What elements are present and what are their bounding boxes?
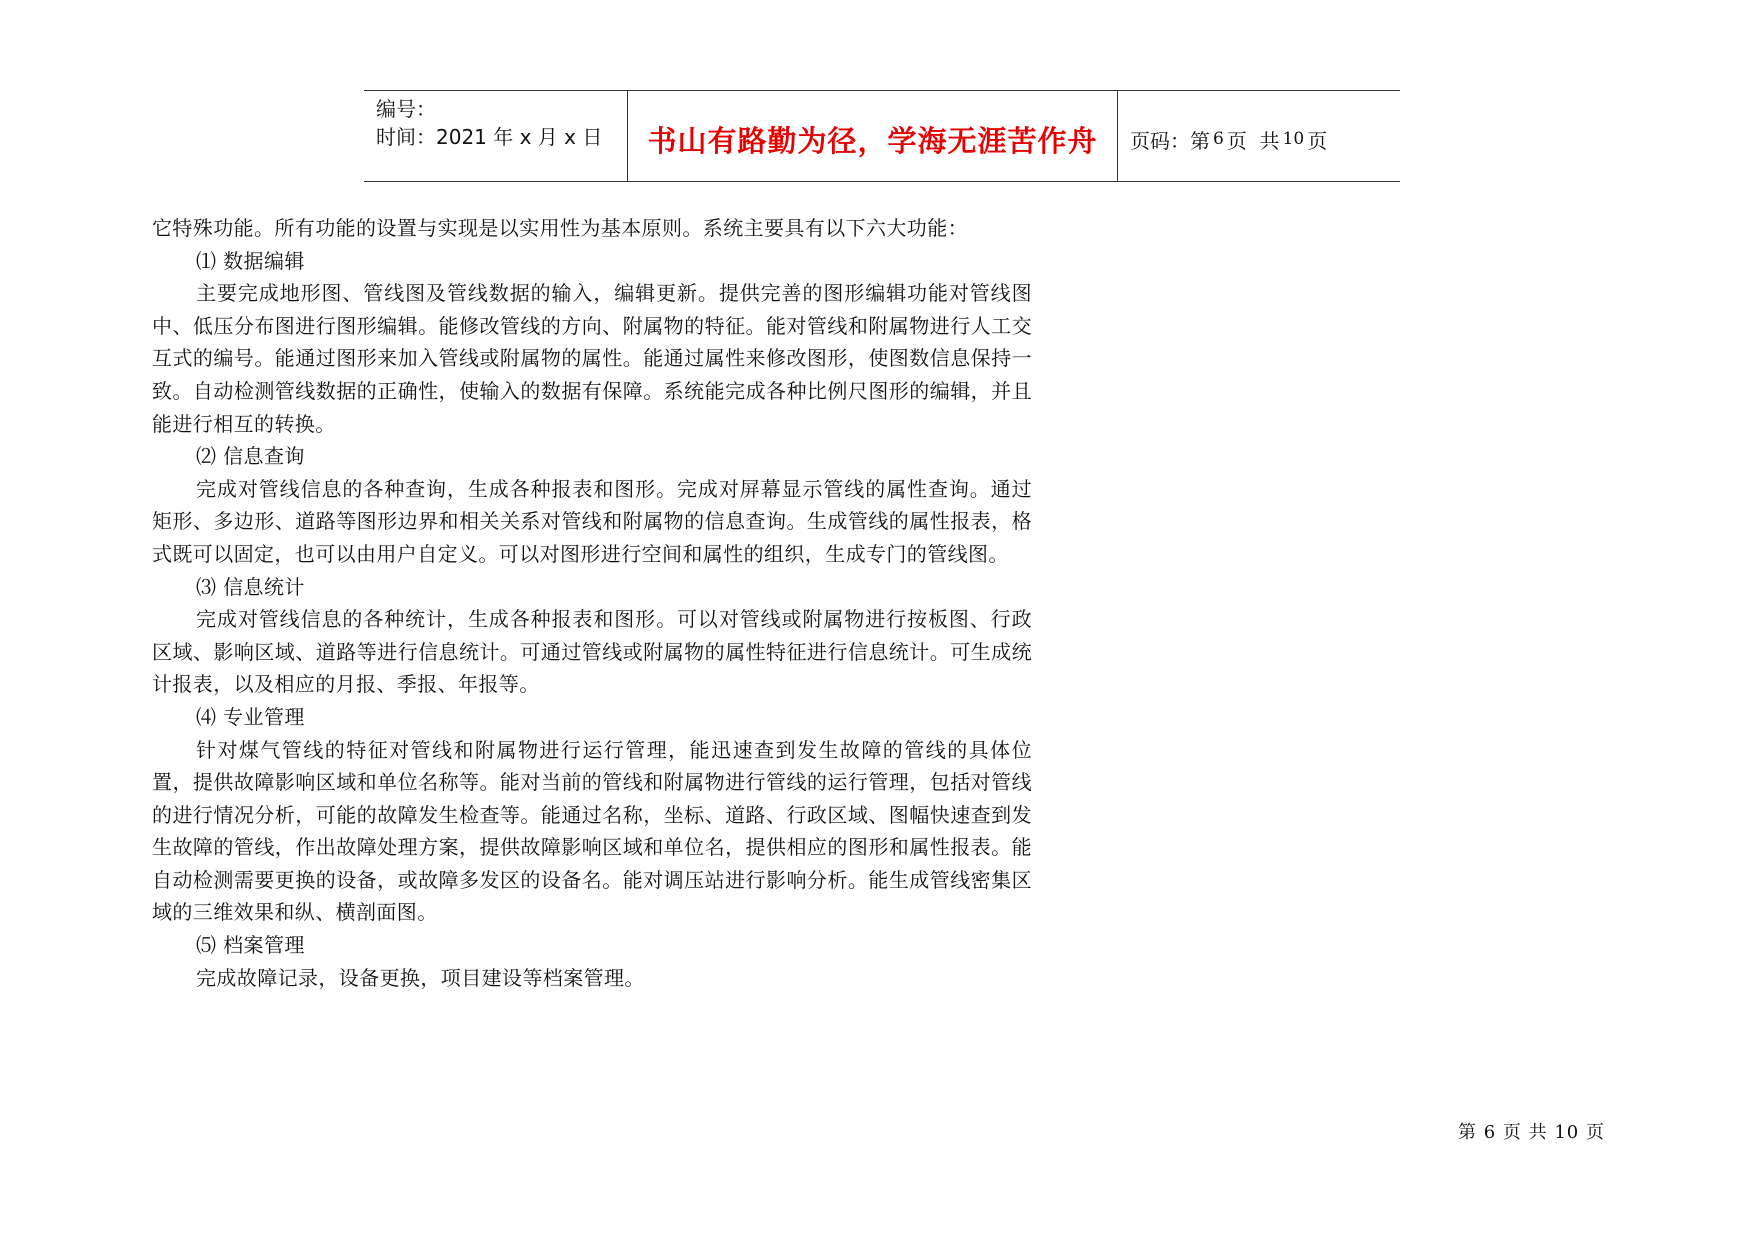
paragraph-data-editing: 主要完成地形图、管线图及管线数据的输入，编辑更新。提供完善的图形编辑功能对管线图中、低压分布图进行图形编辑。能修改管线的方向、附属物的特征。能对管线和附属物进行人工交互式的编号。能通过图形来加入管线或附属物的属性。能通过属性来修改图形，使图数信息保持一致。自动检测管线数据的正确性，使输入的数据有保障。系统能完成各种比例尺图形的编辑，并且能进行相互的转换。 (152, 281, 1032, 436)
section-heading-data-editing: ⑴ 数据编辑 (196, 248, 305, 273)
paragraph-intro: 它特殊功能。所有功能的设置与实现是以实用性为基本原则。系统主要具有以下六大功能： (152, 216, 968, 240)
page-suffix: 页 (1307, 128, 1328, 153)
page-footer: 第 6 页 共 10 页 (1458, 1122, 1605, 1143)
page-total: 10 (1282, 129, 1305, 149)
paragraph-info-query: 完成对管线信息的各种查询，生成各种报表和图形。完成对屏幕显示管线的属性查询。通过矩形、多边形、道路等图形边界和相关关系对管线和附属物的信息查询。生成管线的属性报表，格式既可以固定，也可以由用户自定义。可以对图形进行空间和属性的组织，生成专门的管线图。 (152, 476, 1032, 566)
paragraph-archive-management: 完成故障记录，设备更换，项目建设等档案管理。 (196, 965, 645, 990)
page-current: 6 (1213, 129, 1224, 149)
document-header (364, 90, 1400, 182)
page-prefix: 页码：第 (1130, 128, 1210, 153)
paragraph-professional-management: 针对煤气管线的特征对管线和附属物进行运行管理，能迅速查到发生故障的管线的具体位置，提供故障影响区域和单位名称等。能对当前的管线和附属物进行管线的运行管理，包括对管线的进行情况分析，可能的故障发生检查等。能通过名称，坐标、道路、行政区域、图幅快速查到发生故障的管线，作出故障处理方案，提供故障影响区域和单位名，提供相应的图形和属性报表。能自动检测需要更换的设备，或故障多发区的设备名。能对调压站进行影响分析。能生成管线密集区域的三维效果和纵、横剖面图。 (152, 737, 1032, 925)
document-body (152, 212, 1032, 994)
header-page-info (1118, 91, 1400, 181)
section-heading-info-query: ⑵ 信息查询 (196, 444, 305, 469)
document-number-label: 编号： (376, 97, 436, 121)
header-motto: 书山有路勤为径，学海无涯苦作舟 (628, 91, 1118, 181)
section-heading-archive-management: ⑸ 档案管理 (196, 933, 305, 958)
paragraph-info-statistics: 完成对管线信息的各种统计，生成各种报表和图形。可以对管线或附属物进行按板图、行政区域、影响区域、道路等进行信息统计。可通过管线或附属物的属性特征进行信息统计。可生成统计报表，以及相应的月报、季报、年报等。 (152, 607, 1032, 697)
document-time-label: 时间：2021 年 x 月 x 日 (376, 125, 603, 149)
section-heading-info-statistics: ⑶ 信息统计 (196, 574, 305, 599)
header-meta (364, 91, 628, 181)
section-heading-professional-management: ⑷ 专业管理 (196, 704, 305, 729)
page-middle: 页 共 (1226, 128, 1280, 153)
